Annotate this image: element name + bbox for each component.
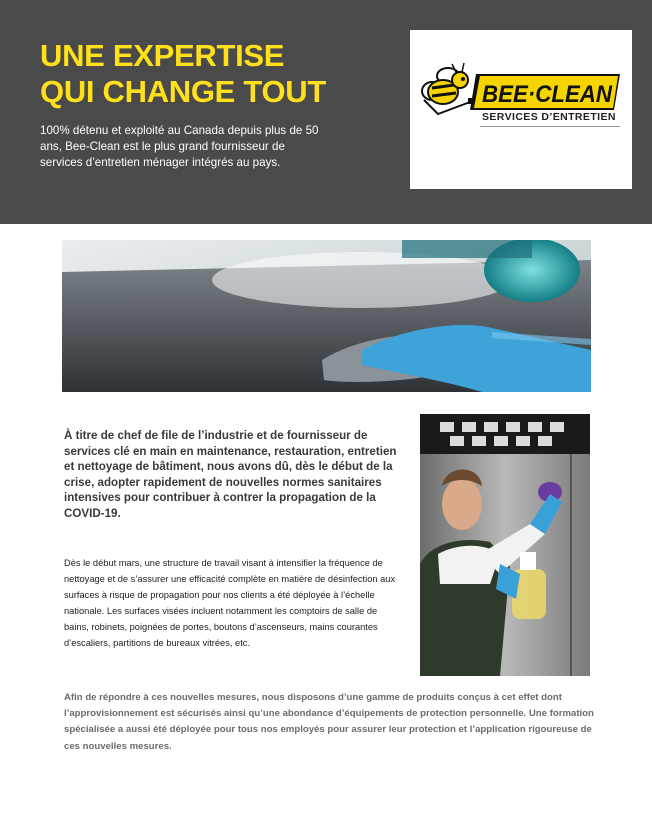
page-title (40, 38, 380, 110)
header-banner (0, 0, 652, 224)
intro-text: 100% détenu et exploité au Canada depuis plus de 50 ans, Bee-Clean est le plus grand fournisseur de services d’entretien ménager intégrés au pays. (40, 124, 319, 169)
title-line-2: QUI CHANGE TOUT (40, 74, 326, 109)
lead-paragraph: À titre de chef de file de l’industrie et de fournisseur de services clé en main en maintenance, restauration, entretien et nettoyage de bâtiment, nous avons dû, dès le début de la crise, adopter rapidement de nouvelles normes sanitaires intensives pour contribuer à contrer la propagation de la COVID-19. (64, 429, 397, 520)
title-line-1: UNE EXPERTISE (40, 38, 285, 73)
logo-tagline: SERVICES D’ENTRETIEN (482, 111, 616, 123)
body-paragraph-2: Afin de répondre à ces nouvelles mesures, nous disposons d’une gamme de produits conçus à cet effet dont l’approvisionnement est sécurisés ainsi qu’une abondance d’équipements de protection personnelle. Une formation spécialisée a aussi été déployée pour tous nos employés pour assurer leur protection et l’application rigoureuse de ces nouvelles mesures. (64, 692, 594, 752)
bee-mascot-icon (422, 63, 477, 114)
body-paragraph-1: Dès le début mars, une structure de travail visant à intensifier la fréquence de nettoyage et de s’assurer une efficacité complète en matière de désinfection aux surfaces à risque de propagation pour nos clients a été déployée à l’échelle nationale. Les surfaces visées incluent notamment les comptoirs de salle de bains, robinets, poignées de portes, boutons d’ascenseurs, mains courantes d’escaliers, partitions de bureaux vitrées, etc. (64, 558, 396, 648)
logo (410, 30, 632, 189)
hero-cleaning-photo (62, 240, 591, 392)
logo-brand: BEE·CLEAN (482, 81, 613, 108)
elevator-cleaning-photo (420, 414, 590, 676)
